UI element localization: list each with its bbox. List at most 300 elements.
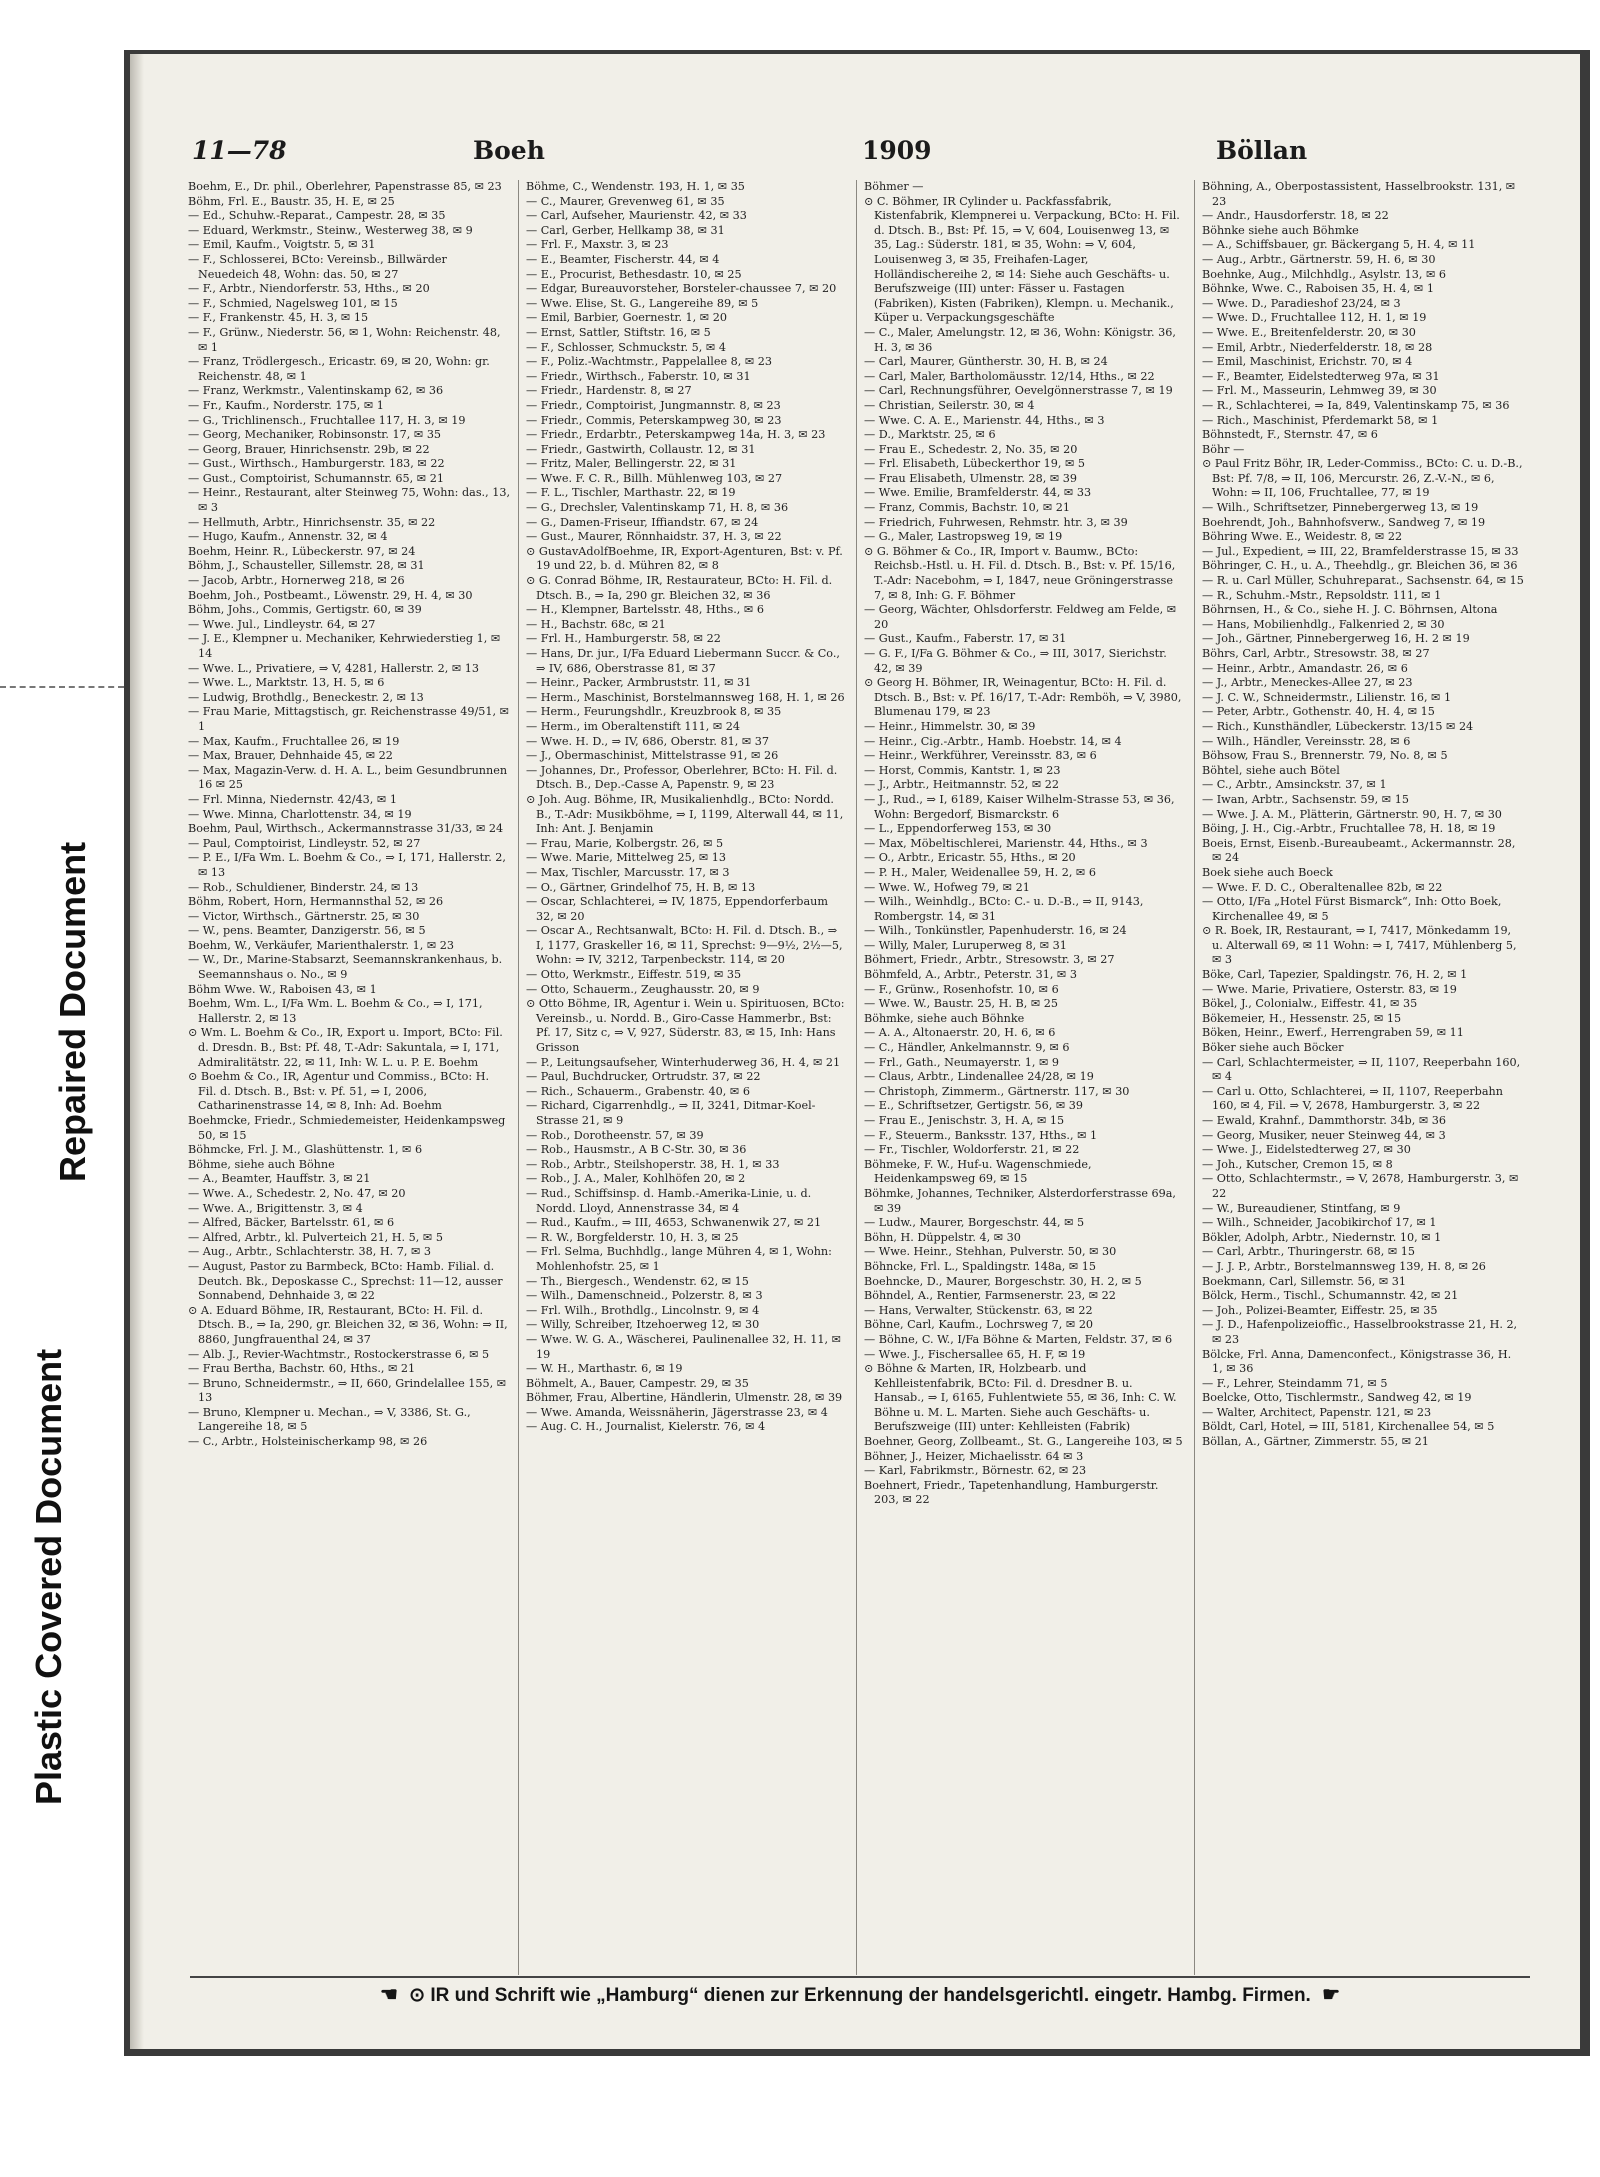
header-first-word: Boeh — [473, 136, 545, 165]
directory-entry: — F., Schmied, Nagelsweg 101, ✉ 15 — [188, 296, 398, 310]
directory-entry: — W., Bureaudiener, Stintfang, ✉ 9 — [1202, 1201, 1401, 1215]
page-header — [190, 136, 1530, 176]
directory-entry: — H., Bachstr. 68c, ✉ 21 — [526, 617, 666, 631]
directory-entry: — Gust., Maurer, Rönnhaidstr. 37, H. 3, ✉ 22 — [526, 530, 782, 544]
directory-entry: — Otto, Schauerm., Zeughausstr. 20, ✉ 9 — [526, 982, 760, 996]
directory-entry: — Wwe. F. C. R., Billh. Mühlenweg 103, ✉ 27 — [526, 471, 783, 485]
directory-entry: — E., Schriftsetzer, Gertigstr. 56, ✉ 39 — [864, 1099, 1084, 1113]
column-3 — [864, 180, 1186, 1975]
directory-entry: — Iwan, Arbtr., Sachsenstr. 59, ✉ 15 — [1202, 792, 1409, 806]
directory-entry: — Frl. Wilh., Brothdlg., Lincolnstr. 9, ✉ 4 — [526, 1303, 760, 1317]
directory-entry: — Alfred, Bäcker, Bartelsstr. 61, ✉ 6 — [188, 1216, 395, 1230]
directory-entry: — Walter, Architect, Papenstr. 121, ✉ 23 — [1202, 1405, 1432, 1419]
directory-entry: Böldt, Carl, Hotel, ⇒ III, 5181, Kirchenallee 54, ✉ 5 — [1202, 1420, 1495, 1434]
directory-entry: — Fr., Kaufm., Norderstr. 175, ✉ 1 — [188, 398, 384, 412]
directory-entry: Boehnert, Friedr., Tapetenhandlung, Hamburgerstr. 203, ✉ 22 — [864, 1478, 1159, 1507]
directory-entry: Böhmke, Johannes, Techniker, Alsterdorferstrasse 69a, ✉ 39 — [864, 1186, 1176, 1215]
directory-entry: — P. H., Maler, Weidenallee 59, H. 2, ✉ 6 — [864, 865, 1096, 879]
directory-entry: Böhnstedt, F., Sternstr. 47, ✉ 6 — [1202, 428, 1378, 442]
directory-entry: Bökler, Adolph, Arbtr., Niedernstr. 10, ✉ 1 — [1202, 1230, 1442, 1244]
directory-entry: — Wilh., Schneider, Jacobikirchof 17, ✉ 1 — [1202, 1216, 1437, 1230]
directory-entry: — Heinr., Restaurant, alter Steinweg 75, Wohn: das., 13, ✉ 3 — [188, 486, 510, 515]
directory-entry: Boehmcke, Friedr., Schmiedemeister, Heidenkampsweg 50, ✉ 15 — [188, 1114, 506, 1142]
directory-entry: Boehrendt, Joh., Bahnhofsverw., Sandweg 7, ✉ 19 — [1202, 515, 1486, 529]
directory-entry: — A. A., Altonaerstr. 20, H. 6, ✉ 6 — [864, 1026, 1056, 1040]
directory-entry: Böhnke siehe auch Böhmke — [1202, 223, 1359, 237]
directory-entry: — Heinr., Arbtr., Amandastr. 26, ✉ 6 — [1202, 661, 1408, 675]
directory-entry: — Wwe. E., Breitenfelderstr. 20, ✉ 30 — [1202, 325, 1416, 339]
directory-entry: — Georg, Musiker, neuer Steinweg 44, ✉ 3 — [1202, 1128, 1446, 1142]
gutter-shadow — [130, 54, 144, 2049]
directory-entry: — Alfred, Arbtr., kl. Pulverteich 21, H. 5, ✉ 5 — [188, 1230, 443, 1244]
page-footer — [190, 1982, 1530, 2012]
column-rule — [518, 180, 519, 1975]
directory-entry: — Rob., Hausmstr., A B C-Str. 30, ✉ 36 — [526, 1143, 747, 1157]
directory-entry: — Emil, Maschinist, Erichstr. 70, ✉ 4 — [1202, 355, 1413, 369]
directory-entry: ⊙ G. Böhmer & Co., IR, Import v. Baumw., BCto: Reichsb.-Hstl. u. H. Fil. d. Dtsch. B., Bst: v. Pf. 15/16, T.-Adr: Nacebohm, ⇒ I, 1847, neue Gröningerstrasse 7, ✉ 8, Inh: G. F. Böhmer — [864, 544, 1176, 602]
directory-entry: — Frau Elisabeth, Ulmenstr. 28, ✉ 39 — [864, 471, 1078, 485]
directory-entry: Böhm Wwe. W., Raboisen 43, ✉ 1 — [188, 982, 377, 996]
directory-entry: — Friedr., Gastwirth, Collaustr. 12, ✉ 31 — [526, 442, 756, 456]
directory-entry: — Th., Biergesch., Wendenstr. 62, ✉ 15 — [526, 1274, 749, 1288]
directory-entry: — Georg, Wächter, Ohlsdorferstr. Feldweg am Felde, ✉ 20 — [864, 603, 1177, 631]
directory-entry: — C., Arbtr., Holsteinischerkamp 98, ✉ 26 — [188, 1435, 428, 1449]
directory-entry: Boekmann, Carl, Sillemstr. 56, ✉ 31 — [1202, 1274, 1407, 1288]
directory-entry: — F., Beamter, Eidelstedterweg 97a, ✉ 31 — [1202, 369, 1440, 383]
directory-entry: — F., Frankenstr. 45, H. 3, ✉ 15 — [188, 311, 369, 325]
directory-entry: — C., Händler, Ankelmannstr. 9, ✉ 6 — [864, 1041, 1070, 1055]
repaired-label: Repaired Document — [52, 841, 93, 1182]
directory-entry: Bölcke, Frl. Anna, Damenconfect., Königstrasse 36, H. 1, ✉ 36 — [1202, 1347, 1512, 1376]
directory-entry: — Wwe. Minna, Charlottenstr. 34, ✉ 19 — [188, 807, 412, 821]
directory-entry: — Ernst, Sattler, Stiftstr. 16, ✉ 5 — [526, 325, 711, 339]
directory-entry: — Wwe. Amanda, Weissnäherin, Jägerstrasse 23, ✉ 4 — [526, 1405, 828, 1419]
directory-entry: — Herm., Feurungshdlr., Kreuzbrook 8, ✉ 35 — [526, 705, 782, 719]
directory-entry: ⊙ Wm. L. Boehm & Co., IR, Export u. Import, BCto: Fil. d. Dresdn. B., Bst: Pf. 48, T.-Adr: Sakuntala, ⇒ I, 171, Admiralitätstr. 22, ✉ 11, Inh: W. L. u. P. E. Boehm — [188, 1026, 503, 1069]
directory-entry: — Frau Marie, Mittagstisch, gr. Reichenstrasse 49/51, ✉ 1 — [188, 705, 510, 733]
directory-entry: — Gust., Comptoirist, Schumannstr. 65, ✉ 21 — [188, 471, 444, 485]
directory-entry: — Wilh., Schriftsetzer, Pinnebergerweg 13, ✉ 19 — [1202, 501, 1479, 515]
directory-entry: — Willy, Schreiber, Itzehoerweg 12, ✉ 30 — [526, 1318, 760, 1332]
directory-entry: Böhmer, Frau, Albertine, Händlerin, Ulmenstr. 28, ✉ 39 — [526, 1391, 843, 1405]
directory-entry: — Heinr., Werkführer, Vereinsstr. 83, ✉ 6 — [864, 749, 1097, 763]
directory-entry: ⊙ A. Eduard Böhme, IR, Restaurant, BCto: H. Fil. d. Dtsch. B., ⇒ Ia, 290, gr. Bleichen 32, ✉ 36, Wohn: ⇒ II, 8860, Jungfrauenthal 24, ✉ 37 — [188, 1303, 508, 1346]
directory-entry: — R., Schuhm.-Mstr., Repsoldstr. 111, ✉ 1 — [1202, 588, 1442, 602]
directory-entry: — G. F., I/Fa G. Böhmer & Co., ⇒ III, 3017, Sierichstr. 42, ✉ 39 — [864, 647, 1167, 675]
column-4 — [1202, 180, 1524, 1975]
directory-entry: — Rob., Arbtr., Steilshoperstr. 38, H. 1, ✉ 33 — [526, 1157, 780, 1171]
directory-entry: ⊙ C. Böhmer, IR Cylinder u. Packfassfabrik, Kistenfabrik, Klempnerei u. Verpackung, BCto: H. Fil. d. Dtsch. B., Bst: Pf. 15, ⇒ V, 604, Louisenweg 13, ✉ 35, Lag.: Süderstr. 181, ✉ 35, Wohn: ⇒ V, 604, Louisenweg 3, ✉ 35, Freihafen-Lager, Holländischereihe 2, ✉ 14: Siehe auch Geschäfts- u. Berufszweige (III) unter: Fässer u. Fastagen (Fabriken), Kisten (Fabriken), Klempn. u. Mechanik., Küper u. Verpackungsgeschäfte — [864, 194, 1180, 325]
directory-entry: — Wwe. D., Paradieshof 23/24, ✉ 3 — [1202, 296, 1401, 310]
directory-entry: — F., Schlosser, Schmuckstr. 5, ✉ 4 — [526, 340, 726, 354]
directory-entry: — G., Damen-Friseur, Iffiandstr. 67, ✉ 24 — [526, 515, 759, 529]
directory-entry: — Frl. H., Hamburgerstr. 58, ✉ 22 — [526, 632, 721, 646]
directory-entry: — Georg, Brauer, Hinrichsenstr. 29b, ✉ 22 — [188, 442, 430, 456]
directory-entry: — Wwe. W. G. A., Wäscherei, Paulinenallee 32, H. 11, ✉ 19 — [526, 1332, 841, 1361]
directory-entry: Böhsow, Frau S., Brennerstr. 79, No. 8, ✉ 5 — [1202, 749, 1448, 763]
directory-entry: — Rud., Kaufm., ⇒ III, 4653, Schwanenwik 27, ✉ 21 — [526, 1216, 822, 1230]
directory-entry: — Emil, Kaufm., Voigtstr. 5, ✉ 31 — [188, 238, 376, 252]
directory-entry: — Johannes, Dr., Professor, Oberlehrer, BCto: H. Fil. d. Dtsch. B., Dep.-Casse A, Papenstr. 9, ✉ 23 — [526, 763, 838, 792]
divider-dashed-line — [0, 686, 124, 688]
directory-entry: Böhmelt, A., Bauer, Campestr. 29, ✉ 35 — [526, 1376, 749, 1390]
directory-entry: — Claus, Arbtr., Lindenallee 24/28, ✉ 19 — [864, 1070, 1094, 1084]
directory-entry: — J., Rud., ⇒ I, 6189, Kaiser Wilhelm-Strasse 53, ✉ 36, Wohn: Bergedorf, Bismarckstr. 6 — [864, 792, 1175, 821]
directory-entry: — F., Grünw., Rosenhofstr. 10, ✉ 6 — [864, 982, 1059, 996]
directory-entry: — G., Drechsler, Valentinskamp 71, H. 8, ✉ 36 — [526, 501, 789, 515]
directory-entry: ⊙ Paul Fritz Böhr, IR, Leder-Commiss., BCto: C. u. D.-B., Bst: Pf. 7/8, ⇒ II, 106, Mercurstr. 26, Z.-V.-N., ✉ 6, Wohn: ⇒ II, 106, Fruchtallee, 77, ✉ 19 — [1202, 457, 1523, 500]
directory-entry: — Bruno, Schneidermstr., ⇒ II, 660, Grindelallee 155, ✉ 13 — [188, 1376, 507, 1405]
directory-entry: — Alb. J., Revier-Wachtmstr., Rostockerstrasse 6, ✉ 5 — [188, 1347, 490, 1361]
directory-entry: — Frau E., Schedestr. 2, No. 35, ✉ 20 — [864, 442, 1078, 456]
directory-entry: — Bruno, Klempner u. Mechan., ⇒ V, 3386, St. G., Langereihe 18, ✉ 5 — [188, 1405, 471, 1434]
directory-entry: — Frau Bertha, Bachstr. 60, Hths., ✉ 21 — [188, 1362, 416, 1376]
directory-entry: — Böhne, C. W., I/Fa Böhne & Marten, Feldstr. 37, ✉ 6 — [864, 1332, 1173, 1346]
directory-entry: — Edgar, Bureauvorsteher, Borsteler-chaussee 7, ✉ 20 — [526, 282, 837, 296]
directory-entry: — Franz, Werkmstr., Valentinskamp 62, ✉ 36 — [188, 384, 444, 398]
directory-entry: — Paul, Comptoirist, Lindleystr. 52, ✉ 27 — [188, 836, 421, 850]
directory-entry: — Frl. Minna, Niedernstr. 42/43, ✉ 1 — [188, 792, 397, 806]
directory-entry: — Wilh., Tonkünstler, Papenhuderstr. 16, ✉ 24 — [864, 924, 1127, 938]
directory-entry: — Wwe. H. D., ⇒ IV, 686, Oberstr. 81, ✉ 37 — [526, 734, 769, 748]
entry-columns — [188, 180, 1534, 1975]
directory-entry: — Heinr., Packer, Armbruststr. 11, ✉ 31 — [526, 676, 752, 690]
directory-entry: — Aug., Arbtr., Gärtnerstr. 59, H. 6, ✉ 30 — [1202, 252, 1436, 266]
directory-entry: — Heinr., Cig.-Arbtr., Hamb. Hoebstr. 14, ✉ 4 — [864, 734, 1122, 748]
directory-entry: Böing, J. H., Cig.-Arbtr., Fruchtallee 78, H. 18, ✉ 19 — [1202, 822, 1496, 836]
directory-entry: — Hans, Verwalter, Stückenstr. 63, ✉ 22 — [864, 1303, 1093, 1317]
directory-entry: — Frl. Elisabeth, Lübeckerthor 19, ✉ 5 — [864, 457, 1086, 471]
directory-entry: Böke, Carl, Tapezier, Spaldingstr. 76, H. 2, ✉ 1 — [1202, 968, 1468, 982]
directory-entry: Böhm, Robert, Horn, Hermannsthal 52, ✉ 26 — [188, 895, 444, 909]
directory-entry: — Hans, Dr. jur., I/Fa Eduard Liebermann Succr. & Co., ⇒ IV, 686, Oberstrasse 81, ✉ 37 — [526, 647, 840, 675]
directory-entry: — Franz, Trödlergesch., Ericastr. 69, ✉ 20, Wohn: gr. Reichenstr. 48, ✉ 1 — [188, 355, 490, 383]
directory-entry: — Paul, Buchdrucker, Ortrudstr. 37, ✉ 22 — [526, 1070, 761, 1084]
directory-entry: — A., Beamter, Hauffstr. 3, ✉ 21 — [188, 1172, 371, 1186]
directory-entry: ⊙ Böhne & Marten, IR, Holzbearb. und Kehlleistenfabrik, BCto: Fil. d. Dresdner B. u. Hansab., ⇒ I, 6165, Fuhlentwiete 55, ✉ 36, Inh: C. W. Böhne u. M. L. Marten. Siehe auch Geschäfts- u. Berufszweige (III) unter: Kehlleisten (Fabrik) — [864, 1362, 1177, 1434]
directory-entry: Boeis, Ernst, Eisenb.-Bureaubeamt., Ackermannstr. 28, ✉ 24 — [1202, 836, 1516, 865]
directory-entry: — E., Beamter, Fischerstr. 44, ✉ 4 — [526, 252, 720, 266]
directory-entry: — Wilh., Händler, Vereinsstr. 28, ✉ 6 — [1202, 734, 1411, 748]
side-labels — [0, 0, 125, 2177]
directory-entry: — Oscar A., Rechtsanwalt, BCto: H. Fil. d. Dtsch. B., ⇒ I, 1177, Graskeller 16, ✉ 11, Sprechst: 9—9½, 2½—5, Wohn: ⇒ IV, 3212, Tarpenbeckstr. 114, ✉ 20 — [526, 924, 843, 967]
directory-entry: — Wwe. C. A. E., Marienstr. 44, Hths., ✉ 3 — [864, 413, 1105, 427]
plastic-covered-label: Plastic Covered Document — [28, 1348, 69, 1805]
directory-entry: — Christoph, Zimmerm., Gärtnerstr. 117, ✉ 30 — [864, 1084, 1130, 1098]
directory-entry: — F. L., Tischler, Marthastr. 22, ✉ 19 — [526, 486, 736, 500]
directory-entry: Boehner, Georg, Zollbeamt., St. G., Langereihe 103, ✉ 5 — [864, 1435, 1183, 1449]
directory-entry: — Andr., Hausdorferstr. 18, ✉ 22 — [1202, 209, 1389, 223]
directory-entry: — D., Marktstr. 25, ✉ 6 — [864, 428, 996, 442]
directory-entry: — Karl, Fabrikmstr., Börnestr. 62, ✉ 23 — [864, 1464, 1087, 1478]
directory-entry: — Wwe. W., Hofweg 79, ✉ 21 — [864, 880, 1030, 894]
directory-entry: — Max, Tischler, Marcusstr. 17, ✉ 3 — [526, 865, 730, 879]
directory-entry: — P. E., I/Fa Wm. L. Boehm & Co., ⇒ I, 171, Hallerstr. 2, ✉ 13 — [188, 851, 506, 879]
directory-entry: — Wilh., Damenschneid., Polzerstr. 8, ✉ 3 — [526, 1289, 763, 1303]
directory-entry: — Ludw., Maurer, Borgeschstr. 44, ✉ 5 — [864, 1216, 1085, 1230]
header-last-word: Böllan — [1216, 136, 1308, 165]
directory-entry: Boehnke, Aug., Milchhdlg., Asylstr. 13, ✉ 6 — [1202, 267, 1447, 281]
directory-entry: Boelcke, Otto, Tischlermstr., Sandweg 42, ✉ 19 — [1202, 1391, 1472, 1405]
directory-entry: — Carl, Aufseher, Maurienstr. 42, ✉ 33 — [526, 209, 747, 223]
directory-entry: — Fr., Tischler, Woldorferstr. 21, ✉ 22 — [864, 1143, 1080, 1157]
directory-entry: — Gust., Wirthsch., Hamburgerstr. 183, ✉ 22 — [188, 457, 445, 471]
column-2 — [526, 180, 848, 1975]
directory-entry: — Wwe. L., Privatiere, ⇒ V, 4281, Hallerstr. 2, ✉ 13 — [188, 661, 480, 675]
directory-entry: — Gust., Kaufm., Faberstr. 17, ✉ 31 — [864, 632, 1067, 646]
directory-entry: — Heinr., Himmelstr. 30, ✉ 39 — [864, 719, 1036, 733]
footer-rule — [190, 1976, 1530, 1978]
directory-entry: Böhn, H. Düppelstr. 4, ✉ 30 — [864, 1230, 1021, 1244]
directory-entry: — Aug. C. H., Journalist, Kielerstr. 76, ✉ 4 — [526, 1420, 766, 1434]
directory-entry: — Carl, Arbtr., Thuringerstr. 68, ✉ 15 — [1202, 1245, 1415, 1259]
directory-entry: Böhmfeld, A., Arbtr., Peterstr. 31, ✉ 3 — [864, 968, 1077, 982]
directory-entry: ⊙ Joh. Aug. Böhme, IR, Musikalienhdlg., BCto: Nordd. B., T.-Adr: Musikböhme, ⇒ I, 1199, Alterwall 44, ✉ 11, Inh: Ant. J. Benjamin — [526, 792, 844, 836]
directory-entry: — J. D., Hafenpolizeioffic., Hasselbrookstrasse 21, H. 2, ✉ 23 — [1202, 1318, 1518, 1346]
directory-entry: Boehm, Heinr. R., Lübeckerstr. 97, ✉ 24 — [188, 544, 416, 558]
directory-entry: Böllan, A., Gärtner, Zimmerstr. 55, ✉ 21 — [1202, 1435, 1429, 1449]
directory-entry: — Joh., Kutscher, Cremon 15, ✉ 8 — [1202, 1157, 1393, 1171]
directory-entry: — August, Pastor zu Barmbeck, BCto: Hamb. Filial. d. Deutch. Bk., Deposkasse C., Sprechst: 11—12, ausser Sonnabend, Dehnhaide 3, ✉ 22 — [188, 1259, 503, 1303]
directory-entry: — H., Klempner, Bartelsstr. 48, Hths., ✉ 6 — [526, 603, 764, 617]
directory-entry: — Wwe. A., Schedestr. 2, No. 47, ✉ 20 — [188, 1186, 406, 1200]
directory-entry: — Herm., Maschinist, Borstelmannsweg 168, H. 1, ✉ 26 — [526, 690, 845, 704]
directory-entry: — Hugo, Kaufm., Annenstr. 32, ✉ 4 — [188, 530, 388, 544]
directory-entry: Boehm, Wm. L., I/Fa Wm. L. Boehm & Co., ⇒ I, 171, Hallerstr. 2, ✉ 13 — [188, 997, 483, 1025]
directory-entry: — F., Schlosserei, BCto: Vereinsb., Billwärder Neuedeich 48, Wohn: das. 50, ✉ 27 — [188, 252, 447, 281]
directory-entry: — W., Dr., Marine-Stabsarzt, Seemannskrankenhaus, b. Seemannshaus o. No., ✉ 9 — [188, 953, 503, 982]
directory-entry: Bökel, J., Colonialw., Eiffestr. 41, ✉ 35 — [1202, 997, 1418, 1011]
directory-entry: — O., Gärtner, Grindelhof 75, H. B, ✉ 13 — [526, 880, 756, 894]
directory-entry: — J., Arbtr., Heitmannstr. 52, ✉ 22 — [864, 778, 1060, 792]
directory-entry: Böhndel, A., Rentier, Farmsenerstr. 23, ✉ 22 — [864, 1289, 1116, 1303]
directory-entry: — Wwe. D., Fruchtallee 112, H. 1, ✉ 19 — [1202, 311, 1427, 325]
directory-entry: — Wilh., Weinhdlg., BCto: C.- u. D.-B., ⇒ II, 9143, Rombergstr. 14, ✉ 31 — [864, 895, 1144, 923]
directory-entry: Böhm, Johs., Commis, Gertigstr. 60, ✉ 39 — [188, 603, 422, 617]
directory-entry: — Wwe. J., Eidelstedterweg 27, ✉ 30 — [1202, 1143, 1411, 1157]
directory-entry: Boehm, W., Verkäufer, Marienthalerstr. 1, ✉ 23 — [188, 938, 455, 952]
directory-entry: — Franz, Commis, Bachstr. 10, ✉ 21 — [864, 501, 1071, 515]
directory-entry: — Jacob, Arbtr., Hornerweg 218, ✉ 26 — [188, 574, 405, 588]
directory-entry: Boehm, Joh., Postbeamt., Löwenstr. 29, H. 4, ✉ 30 — [188, 588, 473, 602]
directory-entry: — J. J. P., Arbtr., Borstelmannsweg 139, H. 8, ✉ 26 — [1202, 1259, 1486, 1273]
directory-entry: — Hans, Mobilienhdlg., Falkenried 2, ✉ 30 — [1202, 617, 1445, 631]
directory-entry: — Max, Brauer, Dehnhaide 45, ✉ 22 — [188, 749, 393, 763]
directory-entry: Böhrs, Carl, Arbtr., Stresowstr. 38, ✉ 27 — [1202, 647, 1430, 660]
pointing-hand-right-icon: ☛ — [1322, 1984, 1341, 2006]
directory-entry: — Carl, Gerber, Hellkamp 38, ✉ 31 — [526, 223, 725, 237]
directory-entry: — Wwe. J., Fischersallee 65, H. F, ✉ 19 — [864, 1347, 1086, 1361]
directory-entry: — Friedr., Erdarbtr., Peterskampweg 14a, H. 3, ✉ 23 — [526, 428, 826, 442]
directory-entry: — F., Steuerm., Banksstr. 137, Hths., ✉ 1 — [864, 1128, 1098, 1142]
pointing-hand-left-icon: ☚ — [379, 1984, 398, 2006]
directory-entry: — Max, Magazin-Verw. d. H. A. L., beim Gesundbrunnen 16 ✉ 25 — [188, 763, 508, 792]
directory-entry: — Aug., Arbtr., Schlachterstr. 38, H. 7, ✉ 3 — [188, 1245, 432, 1259]
directory-entry: Böhmcke, Frl. J. M., Glashüttenstr. 1, ✉ 6 — [188, 1143, 423, 1157]
directory-entry: Böhme, siehe auch Böhne — [188, 1157, 335, 1171]
directory-entry: — J. C. W., Schneidermstr., Lilienstr. 16, ✉ 1 — [1202, 690, 1452, 704]
directory-entry: — Otto, Schlachtermstr., ⇒ V, 2678, Hamburgerstr. 3, ✉ 22 — [1202, 1172, 1519, 1200]
directory-entry: — Friedr., Hardenstr. 8, ✉ 27 — [526, 384, 692, 398]
directory-entry: — Georg, Mechaniker, Robinsonstr. 17, ✉ 35 — [188, 428, 442, 442]
directory-entry: — Wwe. L., Marktstr. 13, H. 5, ✉ 6 — [188, 676, 385, 690]
directory-entry: — Wwe. Jul., Lindleystr. 64, ✉ 27 — [188, 617, 376, 631]
directory-entry: ⊙ Otto Böhme, IR, Agentur i. Wein u. Spirituosen, BCto: Vereinsb., u. Nordd. B., Giro-Casse Hammerbr., Bst: Pf. 17, Sitz c, ⇒ V, 927, Süderstr. 83, ✉ 15, Inh: Hans Grisson — [526, 997, 845, 1055]
directory-entry: — Horst, Commis, Kantstr. 1, ✉ 23 — [864, 763, 1061, 777]
directory-entry: — C., Maler, Amelungstr. 12, ✉ 36, Wohn: Königstr. 36, H. 3, ✉ 36 — [864, 325, 1176, 354]
directory-entry: — Herm., im Oberaltenstift 111, ✉ 24 — [526, 719, 740, 733]
directory-entry: — J., Arbtr., Meneckes-Allee 27, ✉ 23 — [1202, 676, 1413, 690]
directory-entry: — Frl. Selma, Buchhdlg., lange Mühren 4, ✉ 1, Wohn: Mohlenhofstr. 25, ✉ 1 — [526, 1245, 832, 1273]
directory-entry: — G., Trichlinensch., Fruchtallee 117, H. 3, ✉ 19 — [188, 413, 466, 427]
page-number: 11—78 — [192, 136, 287, 165]
directory-entry: — Ewald, Krahnf., Dammthorstr. 34b, ✉ 36 — [1202, 1114, 1446, 1127]
directory-entry: Böhtel, siehe auch Bötel — [1202, 763, 1340, 777]
directory-entry: Boehm, Paul, Wirthsch., Ackermannstrasse 31/33, ✉ 24 — [188, 822, 504, 836]
directory-entry: Bölck, Herm., Tischl., Schumannstr. 42, ✉ 21 — [1202, 1289, 1459, 1303]
directory-entry: — Otto, I/Fa „Hotel Fürst Bismarck“, Inh: Otto Boek, Kirchenallee 49, ✉ 5 — [1202, 895, 1502, 923]
directory-entry: — L., Eppendorferweg 153, ✉ 30 — [864, 822, 1052, 836]
directory-entry: — F., Poliz.-Wachtmstr., Pappelallee 8, ✉ 23 — [526, 355, 773, 369]
directory-entry: — Emil, Arbtr., Niederfelderstr. 18, ✉ 28 — [1202, 340, 1433, 354]
directory-entry: Böhmert, Friedr., Arbtr., Stresowstr. 3, ✉ 27 — [864, 953, 1115, 967]
directory-entry: Bökemeier, H., Hessenstr. 25, ✉ 15 — [1202, 1011, 1402, 1025]
directory-entry: — Peter, Arbtr., Gothenstr. 40, H. 4, ✉ 15 — [1202, 705, 1435, 719]
directory-entry: — Joh., Gärtner, Pinnebergerweg 16, H. 2 ✉ 19 — [1202, 632, 1470, 646]
directory-entry: — Victor, Wirthsch., Gärtnerstr. 25, ✉ 30 — [188, 909, 420, 923]
directory-entry: ⊙ R. Boek, IR, Restaurant, ⇒ I, 7417, Mönkedamm 19, u. Alterwall 69, ✉ 11 Wohn: ⇒ I, 7417, Mühlenberg 5, ✉ 3 — [1202, 924, 1517, 967]
directory-entry: ⊙ Georg H. Böhmer, IR, Weinagentur, BCto: H. Fil. d. Dtsch. B., Bst: v. Pf. 16/17, T.-Adr: Remböh, ⇒ V, 3980, Blumenau 179, ✉ 23 — [864, 676, 1182, 719]
directory-entry: — Christian, Seilerstr. 30, ✉ 4 — [864, 398, 1035, 412]
directory-entry: — Rob., J. A., Maler, Kohlhöfen 20, ✉ 2 — [526, 1172, 746, 1186]
directory-entry: — Max, Kaufm., Fruchtallee 26, ✉ 19 — [188, 734, 400, 748]
column-rule — [856, 180, 857, 1975]
column-1 — [188, 180, 510, 1975]
directory-entry: — Richard, Cigarrenhdlg., ⇒ II, 3241, Ditmar-Koel-Strasse 21, ✉ 9 — [526, 1099, 816, 1127]
directory-entry: — Max, Möbeltischlerei, Marienstr. 44, Hths., ✉ 3 — [864, 836, 1148, 850]
column-rule — [1194, 180, 1195, 1975]
directory-entry: Boehm, E., Dr. phil., Oberlehrer, Papenstrasse 85, ✉ 23 — [188, 180, 502, 193]
directory-entry: — R. W., Borgfelderstr. 10, H. 3, ✉ 25 — [526, 1230, 739, 1244]
directory-entry: — Friedr., Comptoirist, Jungmannstr. 8, ✉ 23 — [526, 398, 781, 412]
directory-entry: — Rud., Schiffsinsp. d. Hamb.-Amerika-Linie, u. d. Nordd. Lloyd, Annenstrasse 34, ✉ 4 — [526, 1186, 812, 1215]
directory-entry: — Willy, Maler, Luruperweg 8, ✉ 31 — [864, 938, 1067, 952]
directory-entry: — Wwe. Heinr., Stehhan, Pulverstr. 50, ✉ 30 — [864, 1245, 1117, 1259]
directory-entry: — Wwe. Elise, St. G., Langereihe 89, ✉ 5 — [526, 296, 759, 310]
directory-entry: — Rich., Kunsthändler, Lübeckerstr. 13/15 ✉ 24 — [1202, 719, 1474, 733]
footer-note: ⊙ IR und Schrift wie „Hamburg“ dienen zur Erkennung der handelsgerichtl. eingetr. Hambg. Firmen. — [409, 1985, 1311, 2006]
directory-entry: — W. H., Marthastr. 6, ✉ 19 — [526, 1362, 683, 1376]
directory-entry: — Jul., Expedient, ⇒ III, 22, Bramfelderstrasse 15, ✉ 33 — [1202, 544, 1519, 558]
directory-entry: — R., Schlachterei, ⇒ Ia, 849, Valentinskamp 75, ✉ 36 — [1202, 398, 1510, 412]
directory-entry: — Wwe. Emilie, Bramfelderstr. 44, ✉ 33 — [864, 486, 1092, 500]
directory-entry: Boehncke, D., Maurer, Borgeschstr. 30, H. 2, ✉ 5 — [864, 1274, 1142, 1288]
directory-entry: — Eduard, Werkmstr., Steinw., Westerweg 38, ✉ 9 — [188, 223, 473, 237]
directory-entry: — F., Arbtr., Niendorferstr. 53, Hths., ✉ 20 — [188, 282, 430, 296]
directory-entry: Böhme, C., Wendenstr. 193, H. 1, ✉ 35 — [526, 180, 745, 193]
directory-entry: ⊙ G. Conrad Böhme, IR, Restaurateur, BCto: H. Fil. d. Dtsch. B., ⇒ Ia, 290 gr. Bleichen 32, ✉ 36 — [526, 574, 833, 602]
directory-entry: — R. u. Carl Müller, Schuhreparat., Sachsenstr. 64, ✉ 15 — [1202, 574, 1524, 588]
directory-entry: — Carl, Rechnungsführer, Oevelgönnerstrasse 7, ✉ 19 — [864, 384, 1173, 398]
directory-entry: Böhnke, Wwe. C., Raboisen 35, H. 4, ✉ 1 — [1202, 282, 1434, 296]
directory-entry: Böhrnsen, H., & Co., siehe H. J. C. Böhrnsen, Altona — [1202, 603, 1498, 617]
directory-entry: — Oscar, Schlachterei, ⇒ IV, 1875, Eppendorferbaum 32, ✉ 20 — [526, 895, 828, 923]
directory-entry: — Emil, Barbier, Goernestr. 1, ✉ 20 — [526, 311, 727, 325]
directory-entry: — P., Leitungsaufseher, Winterhuderweg 36, H. 4, ✉ 21 — [526, 1055, 841, 1069]
header-year: 1909 — [862, 136, 932, 165]
directory-entry: — Joh., Polizei-Beamter, Eiffestr. 25, ✉ 35 — [1202, 1303, 1438, 1317]
directory-entry: — O., Arbtr., Ericastr. 55, Hths., ✉ 20 — [864, 851, 1076, 865]
directory-entry: — G., Maler, Lastropsweg 19, ✉ 19 — [864, 530, 1063, 544]
directory-entry: — Ludwig, Brothdlg., Beneckestr. 2, ✉ 13 — [188, 690, 424, 704]
directory-entry: Böhr — — [1202, 442, 1245, 456]
directory-entry: — Wwe. J. A. M., Plätterin, Gärtnerstr. 90, H. 7, ✉ 30 — [1202, 807, 1502, 821]
directory-entry: — Frl., Gath., Neumayerstr. 1, ✉ 9 — [864, 1055, 1060, 1069]
directory-entry: — Frau E., Jenischstr. 3, H. A, ✉ 15 — [864, 1114, 1065, 1127]
directory-entry: — Rich., Maschinist, Pferdemarkt 58, ✉ 1 — [1202, 413, 1439, 427]
directory-entry: — F., Lehrer, Steindamm 71, ✉ 5 — [1202, 1376, 1388, 1390]
directory-entry: — Hellmuth, Arbtr., Hinrichsenstr. 35, ✉ 22 — [188, 515, 436, 529]
directory-entry: — Wwe. Marie, Privatiere, Osterstr. 83, ✉ 19 — [1202, 982, 1457, 996]
directory-entry: ⊙ Boehm & Co., IR, Agentur und Commiss., BCto: H. Fil. d. Dtsch. B., Bst: v. Pf. 51, ⇒ I, 2006, Catharinenstrasse 14, ✉ 8, Inh: Ad. Boehm — [188, 1070, 490, 1113]
directory-entry: Böhring Wwe. E., Weidestr. 8, ✉ 22 — [1202, 530, 1403, 544]
directory-entry: — F., Grünw., Niederstr. 56, ✉ 1, Wohn: Reichenstr. 48, ✉ 1 — [188, 325, 501, 354]
directory-entry: — Rob., Schuldiener, Binderstr. 24, ✉ 13 — [188, 880, 419, 894]
directory-entry: Böker siehe auch Böcker — [1202, 1041, 1344, 1055]
directory-entry: — Wwe. W., Baustr. 25, H. B, ✉ 25 — [864, 997, 1059, 1011]
directory-entry: — W., pens. Beamter, Danzigerstr. 56, ✉ 5 — [188, 924, 426, 938]
directory-entry: Böhm, J., Schausteller, Sillemstr. 28, ✉ 31 — [188, 559, 425, 573]
directory-entry: — Carl, Maler, Bartholomäusstr. 12/14, Hths., ✉ 22 — [864, 369, 1155, 383]
directory-entry: Böhmke, siehe auch Böhnke — [864, 1011, 1025, 1025]
directory-entry: Böhringer, C. H., u. A., Theehdlg., gr. Bleichen 36, ✉ 36 — [1202, 559, 1518, 573]
directory-entry: Böhncke, Frl. L., Spaldingstr. 148a, ✉ 15 — [864, 1259, 1096, 1273]
directory-entry: — Wwe. A., Brigittenstr. 3, ✉ 4 — [188, 1201, 363, 1215]
directory-page — [130, 54, 1580, 2049]
directory-entry: Böhmeke, F. W., Huf-u. Wagenschmiede, Heidenkampsweg 69, ✉ 15 — [864, 1157, 1092, 1186]
directory-entry: Böhm, Frl. E., Baustr. 35, H. E, ✉ 25 — [188, 194, 395, 208]
directory-entry: Boek siehe auch Boeck — [1202, 865, 1333, 879]
directory-entry: — Ed., Schuhw.-Reparat., Campestr. 28, ✉ 35 — [188, 209, 446, 223]
directory-entry: — Friedr., Wirthsch., Faberstr. 10, ✉ 31 — [526, 369, 751, 383]
directory-entry: — Rob., Dorotheenstr. 57, ✉ 39 — [526, 1128, 704, 1142]
directory-entry: — Wwe. Marie, Mittelweg 25, ✉ 13 — [526, 851, 726, 865]
directory-entry: Böhner, J., Heizer, Michaelisstr. 64 ✉ 3 — [864, 1449, 1084, 1463]
directory-entry: — Frl. F., Maxstr. 3, ✉ 23 — [526, 238, 669, 252]
directory-entry: Böhmer — — [864, 180, 924, 193]
directory-entry: — Wwe. F. D. C., Oberaltenallee 82b, ✉ 22 — [1202, 880, 1443, 894]
directory-entry: — J. E., Klempner u. Mechaniker, Kehrwiederstieg 1, ✉ 14 — [188, 632, 501, 660]
directory-entry: — C., Maurer, Grevenweg 61, ✉ 35 — [526, 194, 725, 208]
directory-entry: — Frl. M., Masseurin, Lehmweg 39, ✉ 30 — [1202, 384, 1437, 398]
directory-entry: — Carl, Schlachtermeister, ⇒ II, 1107, Reeperbahn 160, ✉ 4 — [1202, 1055, 1521, 1084]
directory-entry: — Fritz, Maler, Bellingerstr. 22, ✉ 31 — [526, 457, 737, 471]
directory-entry: Böhne, Carl, Kaufm., Lochrsweg 7, ✉ 20 — [864, 1318, 1094, 1332]
directory-entry: — Friedr., Commis, Peterskampweg 30, ✉ 23 — [526, 413, 782, 427]
directory-entry: — C., Arbtr., Amsinckstr. 37, ✉ 1 — [1202, 778, 1387, 792]
directory-entry: — A., Schiffsbauer, gr. Bäckergang 5, H. 4, ✉ 11 — [1202, 238, 1476, 252]
directory-entry: — Friedrich, Fuhrwesen, Rehmstr. htr. 3, ✉ 39 — [864, 515, 1128, 529]
directory-entry: — Carl, Maurer, Güntherstr. 30, H. B, ✉ 24 — [864, 355, 1108, 369]
directory-entry: ⊙ GustavAdolfBoehme, IR, Export-Agenturen, Bst: v. Pf. 19 und 22, b. d. Mühren 82, ✉ 8 — [526, 544, 843, 573]
directory-entry: — Rich., Schauerm., Grabenstr. 40, ✉ 6 — [526, 1084, 750, 1098]
directory-entry: — Carl u. Otto, Schlachterei, ⇒ II, 1107, Reeperbahn 160, ✉ 4, Fil. ⇒ V, 2678, Hamburgerstr. 3, ✉ 22 — [1202, 1084, 1503, 1113]
directory-entry: Böhning, A., Oberpostassistent, Hasselbrookstr. 131, ✉ 23 — [1202, 180, 1516, 208]
directory-entry: — J., Obermaschinist, Mittelstrasse 91, ✉ 26 — [526, 749, 779, 763]
directory-entry: — E., Procurist, Bethesdastr. 10, ✉ 25 — [526, 267, 742, 281]
directory-entry: — Frau, Marie, Kolbergstr. 26, ✉ 5 — [526, 836, 724, 850]
directory-entry: Böken, Heinr., Ewerf., Herrengraben 59, ✉ 11 — [1202, 1026, 1464, 1040]
